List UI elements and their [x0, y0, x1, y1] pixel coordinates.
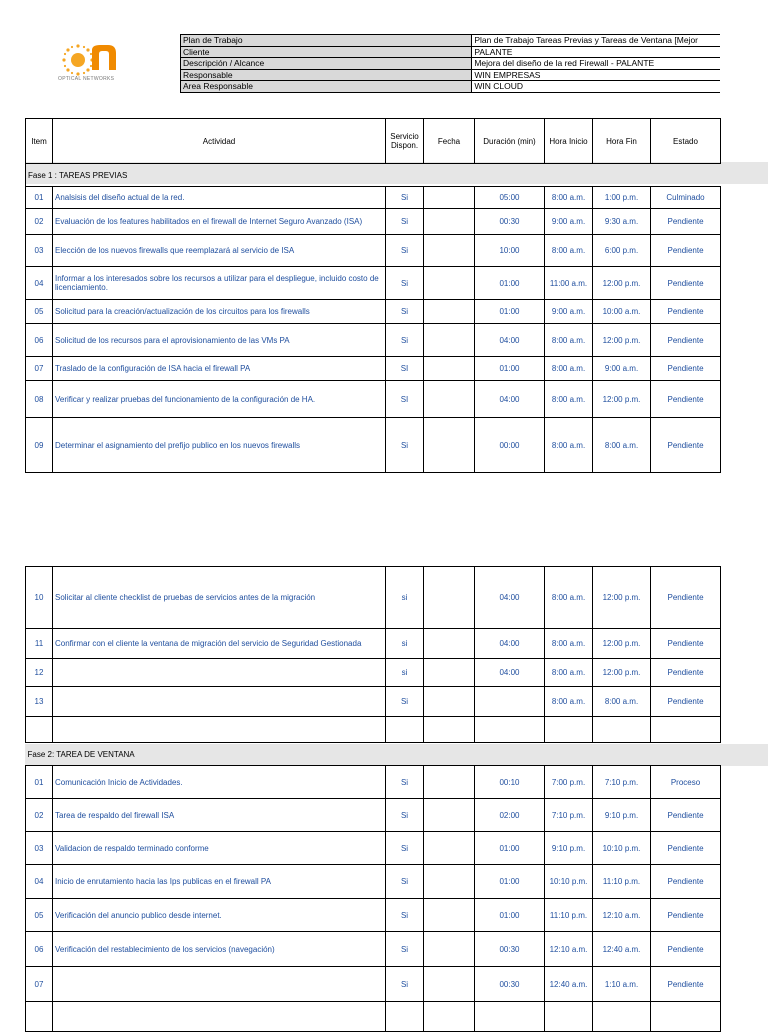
estado-cell: Culminado — [651, 187, 721, 209]
servicio-cell: si — [386, 659, 424, 687]
header-label: Descripción / Alcance — [181, 58, 472, 70]
hora-inicio-cell: 8:00 a.m. — [545, 629, 593, 659]
servicio-cell: Si — [386, 235, 424, 267]
actividad-cell — [53, 717, 386, 743]
estado-cell: Pendiente — [651, 381, 721, 418]
actividad-cell: Solicitud de los recursos para el aprovisionamiento de las VMs PA — [53, 324, 386, 357]
table-row — [26, 357, 721, 381]
hora-inicio-cell: 8:00 a.m. — [545, 659, 593, 687]
fecha-cell — [424, 629, 475, 659]
header-row — [181, 35, 721, 47]
duracion-cell: 04:00 — [475, 659, 545, 687]
actividad-cell: Inicio de enrutamiento hacia las Ips publicas en el firewall PA — [53, 865, 386, 899]
estado-cell: Pendiente — [651, 967, 721, 1002]
duracion-cell: 04:00 — [475, 381, 545, 418]
actividad-cell: Solicitar al cliente checklist de pruebas de servicios antes de la migración — [53, 567, 386, 629]
hora-inicio-cell: 8:00 a.m. — [545, 687, 593, 717]
fecha-cell — [424, 687, 475, 717]
servicio-cell: Si — [386, 187, 424, 209]
actividad-cell: Determinar el asignamiento del prefijo publico en los nuevos firewalls — [53, 418, 386, 473]
hora-fin-cell: 10:00 a.m. — [593, 300, 651, 324]
item-cell: 12 — [26, 659, 53, 687]
item-cell: 05 — [26, 899, 53, 932]
col-estado-header: Estado — [651, 119, 721, 164]
table-row — [26, 865, 721, 899]
servicio-cell: Si — [386, 418, 424, 473]
fecha-cell — [424, 300, 475, 324]
estado-cell — [651, 717, 721, 743]
servicio-cell: si — [386, 629, 424, 659]
actividad-cell: Informar a los interesados sobre los recursos a utilizar para el despliegue, incluido costo de licenciamiento. — [53, 267, 386, 300]
table-row — [26, 418, 721, 473]
item-cell: 08 — [26, 381, 53, 418]
duracion-cell: 01:00 — [475, 357, 545, 381]
table-row — [26, 766, 721, 799]
item-cell: 01 — [26, 187, 53, 209]
estado-cell: Pendiente — [651, 209, 721, 235]
hora-fin-cell: 12:40 a.m. — [593, 932, 651, 967]
actividad-cell — [53, 687, 386, 717]
hora-inicio-cell: 8:00 a.m. — [545, 567, 593, 629]
servicio-cell: Si — [386, 687, 424, 717]
hora-inicio-cell: 8:00 a.m. — [545, 357, 593, 381]
item-cell: 04 — [26, 267, 53, 300]
activities-table-phase2 — [25, 566, 721, 1032]
hora-inicio-cell: 8:00 a.m. — [545, 235, 593, 267]
item-cell: 06 — [26, 932, 53, 967]
hora-inicio-cell — [545, 1002, 593, 1032]
actividad-cell: Traslado de la configuración de ISA hacia el firewall PA — [53, 357, 386, 381]
actividad-cell: Analsisis del diseño actual de la red. — [53, 187, 386, 209]
hora-fin-cell: 7:10 p.m. — [593, 766, 651, 799]
fecha-cell — [424, 357, 475, 381]
fecha-cell — [424, 267, 475, 300]
col-servicio-header: Servicio Dispon. — [386, 119, 424, 164]
table-row — [26, 381, 721, 418]
header-label: Area Responsable — [181, 81, 472, 93]
item-cell: 03 — [26, 235, 53, 267]
estado-cell: Pendiente — [651, 865, 721, 899]
fecha-cell — [424, 832, 475, 865]
hora-fin-cell: 12:00 p.m. — [593, 659, 651, 687]
table-row — [26, 967, 721, 1002]
plan-header-table — [180, 34, 720, 93]
actividad-cell — [53, 1002, 386, 1032]
header-row — [181, 58, 721, 70]
item-cell: 09 — [26, 418, 53, 473]
estado-cell — [651, 1002, 721, 1032]
fecha-cell — [424, 418, 475, 473]
actividad-cell: Validacion de respaldo terminado conforme — [53, 832, 386, 865]
fecha-cell — [424, 324, 475, 357]
hora-fin-cell: 12:00 p.m. — [593, 567, 651, 629]
estado-cell: Proceso — [651, 766, 721, 799]
servicio-cell: si — [386, 567, 424, 629]
table-row — [26, 687, 721, 717]
table-row — [26, 799, 721, 832]
duracion-cell: 01:00 — [475, 832, 545, 865]
servicio-cell: SI — [386, 357, 424, 381]
actividad-cell: Confirmar con el cliente la ventana de migración del servicio de Seguridad Gestionada — [53, 629, 386, 659]
header-value: Mejora del diseño de la red Firewall - PALANTE — [472, 58, 720, 70]
estado-cell: Pendiente — [651, 899, 721, 932]
hora-inicio-cell: 9:00 a.m. — [545, 300, 593, 324]
item-cell: 10 — [26, 567, 53, 629]
phase2-title-row — [26, 743, 721, 766]
table-row — [26, 235, 721, 267]
fecha-cell — [424, 799, 475, 832]
col-hora-fin-header: Hora Fin — [593, 119, 651, 164]
duracion-cell — [475, 687, 545, 717]
actividad-cell — [53, 659, 386, 687]
table-row — [26, 899, 721, 932]
hora-fin-cell: 12:00 p.m. — [593, 324, 651, 357]
activities-table-phase1 — [25, 118, 721, 473]
col-item-header: Item — [26, 119, 53, 164]
hora-fin-cell: 9:10 p.m. — [593, 799, 651, 832]
fecha-cell — [424, 865, 475, 899]
estado-cell: Pendiente — [651, 300, 721, 324]
phase2-title: Fase 2: TAREA DE VENTANA — [26, 743, 721, 766]
table-row — [26, 324, 721, 357]
hora-fin-cell: 1:10 a.m. — [593, 967, 651, 1002]
estado-cell: Pendiente — [651, 659, 721, 687]
table-row — [26, 209, 721, 235]
servicio-cell: Si — [386, 799, 424, 832]
hora-fin-cell: 12:00 p.m. — [593, 381, 651, 418]
fecha-cell — [424, 967, 475, 1002]
table-row — [26, 932, 721, 967]
item-cell: 11 — [26, 629, 53, 659]
servicio-cell: Si — [386, 899, 424, 932]
actividad-cell — [53, 967, 386, 1002]
actividad-cell: Evaluación de los features habilitados en el firewall de Internet Seguro Avanzado (ISA) — [53, 209, 386, 235]
actividad-cell: Tarea de respaldo del firewall ISA — [53, 799, 386, 832]
item-cell: 13 — [26, 687, 53, 717]
duracion-cell — [475, 717, 545, 743]
header-value: WIN CLOUD — [472, 81, 720, 93]
item-cell: 03 — [26, 832, 53, 865]
hora-inicio-cell: 8:00 a.m. — [545, 187, 593, 209]
servicio-cell — [386, 1002, 424, 1032]
estado-cell: Pendiente — [651, 832, 721, 865]
company-logo — [58, 42, 122, 86]
actividad-cell: Elección de los nuevos firewalls que reemplazará al servicio de ISA — [53, 235, 386, 267]
item-cell: 07 — [26, 967, 53, 1002]
actividad-cell: Verificar y realizar pruebas del funcionamiento de la configuración de HA. — [53, 381, 386, 418]
item-cell: 02 — [26, 799, 53, 832]
hora-inicio-cell — [545, 717, 593, 743]
fecha-cell — [424, 209, 475, 235]
estado-cell: Pendiente — [651, 799, 721, 832]
duracion-cell: 04:00 — [475, 324, 545, 357]
col-duracion-header: Duración (min) — [475, 119, 545, 164]
item-cell: 06 — [26, 324, 53, 357]
duracion-cell: 02:00 — [475, 799, 545, 832]
estado-cell: Pendiente — [651, 267, 721, 300]
hora-inicio-cell: 12:10 a.m. — [545, 932, 593, 967]
servicio-cell: Si — [386, 209, 424, 235]
hora-fin-cell: 11:10 p.m. — [593, 865, 651, 899]
header-label: Responsable — [181, 69, 472, 81]
hora-fin-cell — [593, 1002, 651, 1032]
logo-caption: OPTICAL NETWORKS — [58, 76, 115, 82]
fecha-cell — [424, 659, 475, 687]
hora-inicio-cell: 7:00 p.m. — [545, 766, 593, 799]
estado-cell: Pendiente — [651, 687, 721, 717]
hora-inicio-cell: 8:00 a.m. — [545, 418, 593, 473]
hora-inicio-cell: 9:10 p.m. — [545, 832, 593, 865]
actividad-cell: Solicitud para la creación/actualización de los circuitos para los firewalls — [53, 300, 386, 324]
duracion-cell: 00:00 — [475, 418, 545, 473]
header-value: WIN EMPRESAS — [472, 69, 720, 81]
estado-cell: Pendiente — [651, 629, 721, 659]
header-label: Plan de Trabajo — [181, 35, 472, 47]
hora-fin-cell — [593, 717, 651, 743]
fecha-cell — [424, 1002, 475, 1032]
hora-inicio-cell: 7:10 p.m. — [545, 799, 593, 832]
estado-cell: Pendiente — [651, 932, 721, 967]
hora-fin-cell: 9:00 a.m. — [593, 357, 651, 381]
item-cell — [26, 1002, 53, 1032]
fecha-cell — [424, 187, 475, 209]
phase1-title-row — [26, 164, 721, 187]
estado-cell: Pendiente — [651, 235, 721, 267]
table-row — [26, 629, 721, 659]
fecha-cell — [424, 235, 475, 267]
duracion-cell: 04:00 — [475, 629, 545, 659]
duracion-cell: 01:00 — [475, 899, 545, 932]
estado-cell: Pendiente — [651, 324, 721, 357]
header-label: Cliente — [181, 46, 472, 58]
hora-inicio-cell: 10:10 p.m. — [545, 865, 593, 899]
hora-fin-cell: 9:30 a.m. — [593, 209, 651, 235]
table-row — [26, 659, 721, 687]
duracion-cell: 00:30 — [475, 209, 545, 235]
servicio-cell: Si — [386, 267, 424, 300]
table-header-row — [26, 119, 721, 164]
table-row — [26, 832, 721, 865]
hora-inicio-cell: 8:00 a.m. — [545, 324, 593, 357]
item-cell: 02 — [26, 209, 53, 235]
servicio-cell: Si — [386, 766, 424, 799]
actividad-cell: Verificación del anuncio publico desde internet. — [53, 899, 386, 932]
duracion-cell: 00:30 — [475, 967, 545, 1002]
servicio-cell: SI — [386, 381, 424, 418]
n-letter-icon — [90, 44, 118, 70]
servicio-cell: Si — [386, 932, 424, 967]
servicio-cell: Si — [386, 324, 424, 357]
hora-fin-cell: 12:00 p.m. — [593, 629, 651, 659]
hora-fin-cell: 8:00 a.m. — [593, 418, 651, 473]
actividad-cell: Comunicación Inicio de Actividades. — [53, 766, 386, 799]
duracion-cell: 00:10 — [475, 766, 545, 799]
item-cell: 01 — [26, 766, 53, 799]
duracion-cell — [475, 1002, 545, 1032]
fecha-cell — [424, 766, 475, 799]
hora-fin-cell: 8:00 a.m. — [593, 687, 651, 717]
hora-inicio-cell: 12:40 a.m. — [545, 967, 593, 1002]
phase1-title: Fase 1 : TAREAS PREVIAS — [26, 164, 721, 187]
table-row — [26, 267, 721, 300]
table-row — [26, 717, 721, 743]
header-row — [181, 81, 721, 93]
actividad-cell: Verificación del restablecimiento de los servicios (navegación) — [53, 932, 386, 967]
fecha-cell — [424, 717, 475, 743]
table-row — [26, 567, 721, 629]
servicio-cell — [386, 717, 424, 743]
fecha-cell — [424, 899, 475, 932]
hora-fin-cell: 1:00 p.m. — [593, 187, 651, 209]
servicio-cell: Si — [386, 300, 424, 324]
duracion-cell: 00:30 — [475, 932, 545, 967]
duracion-cell: 05:00 — [475, 187, 545, 209]
duracion-cell: 10:00 — [475, 235, 545, 267]
estado-cell: Pendiente — [651, 357, 721, 381]
duracion-cell: 01:00 — [475, 865, 545, 899]
hora-inicio-cell: 8:00 a.m. — [545, 381, 593, 418]
hora-fin-cell: 6:00 p.m. — [593, 235, 651, 267]
duracion-cell: 04:00 — [475, 567, 545, 629]
duracion-cell: 01:00 — [475, 267, 545, 300]
duracion-cell: 01:00 — [475, 300, 545, 324]
hora-fin-cell: 12:10 a.m. — [593, 899, 651, 932]
estado-cell: Pendiente — [651, 418, 721, 473]
estado-cell: Pendiente — [651, 567, 721, 629]
col-actividad-header: Actividad — [53, 119, 386, 164]
header-row — [181, 69, 721, 81]
table-row — [26, 187, 721, 209]
servicio-cell: Si — [386, 865, 424, 899]
header-value: Plan de Trabajo Tareas Previas y Tareas de Ventana [Mejor — [472, 35, 720, 47]
header-row — [181, 46, 721, 58]
header-value: PALANTE — [472, 46, 720, 58]
fecha-cell — [424, 567, 475, 629]
item-cell: 04 — [26, 865, 53, 899]
fecha-cell — [424, 932, 475, 967]
table-row — [26, 300, 721, 324]
item-cell: 07 — [26, 357, 53, 381]
col-fecha-header: Fecha — [424, 119, 475, 164]
hora-fin-cell: 12:00 p.m. — [593, 267, 651, 300]
servicio-cell: Si — [386, 832, 424, 865]
table-row — [26, 1002, 721, 1032]
col-hora-inicio-header: Hora Inicio — [545, 119, 593, 164]
item-cell — [26, 717, 53, 743]
fecha-cell — [424, 381, 475, 418]
hora-inicio-cell: 11:10 p.m. — [545, 899, 593, 932]
hora-fin-cell: 10:10 p.m. — [593, 832, 651, 865]
hora-inicio-cell: 11:00 a.m. — [545, 267, 593, 300]
hora-inicio-cell: 9:00 a.m. — [545, 209, 593, 235]
item-cell: 05 — [26, 300, 53, 324]
servicio-cell: Si — [386, 967, 424, 1002]
